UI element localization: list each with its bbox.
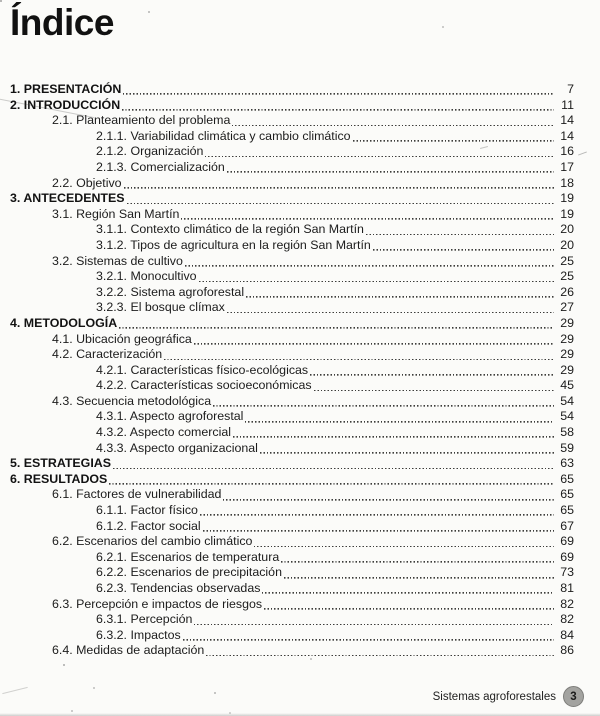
toc-entry[interactable] — [10, 269, 574, 285]
leader-dots-icon — [123, 93, 554, 95]
toc-entry-page: 82 — [560, 612, 574, 627]
toc-entry[interactable] — [10, 472, 574, 488]
leader-dots-icon — [233, 436, 554, 438]
toc-entry-label: 4.2.1. Características físico-ecológicas — [96, 362, 309, 377]
toc-entry[interactable] — [10, 332, 574, 348]
toc-entry-label: 3.2. Sistemas de cultivo — [52, 253, 183, 268]
leader-dots-icon — [260, 452, 554, 454]
toc-entry[interactable] — [10, 597, 574, 613]
leader-dots-icon — [310, 374, 554, 376]
toc-entry-page: 20 — [560, 237, 574, 252]
toc-entry-label: 6.3.2. Impactos — [96, 627, 181, 642]
leader-dots-icon — [227, 171, 554, 173]
toc-entry-label: 6.2.1. Escenarios de temperatura — [96, 549, 280, 564]
leader-dots-icon — [227, 311, 554, 313]
leader-dots-icon — [200, 514, 554, 516]
toc-entry-label: 5. ESTRATEGIAS — [10, 456, 111, 471]
toc-entry-page: 58 — [560, 425, 574, 440]
toc-entry[interactable] — [10, 285, 574, 301]
toc-entry[interactable] — [10, 129, 574, 145]
toc-entry[interactable] — [10, 456, 574, 472]
toc-entry-label: 4.3.2. Aspecto comercial — [96, 425, 231, 440]
leader-dots-icon — [373, 249, 554, 251]
toc-entry-page: 54 — [560, 409, 574, 424]
leader-dots-icon — [113, 467, 554, 469]
leader-dots-icon — [122, 109, 554, 111]
leader-dots-icon — [284, 577, 554, 579]
toc-entry-label: 6.2. Escenarios del cambio climático — [52, 534, 253, 549]
toc-entry[interactable] — [10, 519, 574, 535]
leader-dots-icon — [232, 124, 554, 126]
toc-entry[interactable] — [10, 238, 574, 254]
toc-entry-page: 73 — [560, 565, 574, 580]
toc-entry-page: 29 — [560, 347, 574, 362]
toc-entry-label: 6. RESULTADOS — [10, 471, 108, 486]
leader-dots-icon — [183, 639, 554, 641]
toc-entry[interactable] — [10, 113, 574, 129]
toc-entry-page: 7 — [567, 82, 574, 96]
toc-entry[interactable] — [10, 144, 574, 160]
toc-entry-page: 19 — [560, 191, 574, 206]
toc-entry-label: 3.1. Región San Martín — [52, 206, 180, 221]
leader-dots-icon — [223, 499, 554, 501]
toc-entry-label: 4.2. Caracterización — [52, 347, 163, 362]
leader-dots-icon — [127, 202, 554, 204]
toc-entry-page: 16 — [560, 144, 574, 159]
toc-entry-label: 3.1.2. Tipos de agricultura en la región San Martín — [96, 237, 371, 252]
leader-dots-icon — [366, 233, 554, 235]
leader-dots-icon — [194, 623, 554, 625]
toc-entry-page: 25 — [560, 253, 574, 268]
toc-entry-label: 6.2.2. Escenarios de precipitación — [96, 565, 282, 580]
leader-dots-icon — [246, 296, 554, 298]
toc-entry-page: 17 — [560, 159, 574, 174]
toc-entry[interactable] — [10, 254, 574, 270]
toc-entry-page: 26 — [560, 284, 574, 299]
toc-entry-page: 14 — [560, 113, 574, 128]
toc-entry[interactable] — [10, 347, 574, 363]
toc-entry-page: 86 — [560, 643, 574, 658]
toc-entry-label: 2. INTRODUCCIÓN — [10, 97, 121, 112]
leader-dots-icon — [314, 389, 554, 391]
toc-entry[interactable] — [10, 534, 574, 550]
leader-dots-icon — [245, 421, 554, 423]
toc-entry[interactable] — [10, 612, 574, 628]
toc-entry-page: 14 — [560, 128, 574, 143]
toc-entry-label: 3.2.1. Monocultivo — [96, 269, 197, 284]
toc-entry-page: 19 — [560, 206, 574, 221]
toc-entry-page: 27 — [560, 300, 574, 315]
toc-entry[interactable] — [10, 503, 574, 519]
toc-entry[interactable] — [10, 643, 574, 659]
toc-entry-page: 25 — [560, 269, 574, 284]
toc-entry[interactable] — [10, 207, 574, 223]
toc-entry[interactable] — [10, 316, 574, 332]
leader-dots-icon — [206, 654, 554, 656]
toc-entry[interactable] — [10, 160, 574, 176]
toc-entry-page: 20 — [560, 222, 574, 237]
toc-entry-page: 84 — [560, 627, 574, 642]
toc-entry-page: 59 — [560, 440, 574, 455]
scan-artifact — [2, 687, 27, 694]
toc-entry-label: 3.2.3. El bosque clímax — [96, 300, 225, 315]
page-title: Índice — [10, 2, 114, 43]
toc-entry[interactable] — [10, 176, 574, 192]
toc-entry[interactable] — [10, 191, 574, 207]
scan-artifact — [578, 151, 587, 155]
toc-entry[interactable] — [10, 441, 574, 457]
toc-entry-page: 69 — [560, 534, 574, 549]
toc-entry[interactable] — [10, 82, 574, 98]
scan-artifact — [0, 0, 2, 2]
toc-entry-page: 29 — [560, 362, 574, 377]
leader-dots-icon — [281, 561, 554, 563]
toc-entry-label: 4.2.2. Características socioeconómicas — [96, 378, 312, 393]
toc-entry[interactable] — [10, 550, 574, 566]
toc-entry-page: 45 — [560, 378, 574, 393]
toc-entry[interactable] — [10, 98, 574, 114]
toc-entry[interactable] — [10, 581, 574, 597]
toc-entry[interactable] — [10, 378, 574, 394]
toc-entry[interactable] — [10, 300, 574, 316]
leader-dots-icon — [205, 155, 554, 157]
toc-list — [10, 82, 574, 659]
toc-entry-page: 67 — [560, 518, 574, 533]
toc-entry-page: 11 — [561, 97, 574, 112]
leader-dots-icon — [262, 592, 554, 594]
toc-entry-label: 3. ANTECEDENTES — [10, 191, 125, 206]
toc-entry-label: 6.1.1. Factor físico — [96, 503, 198, 518]
toc-entry[interactable] — [10, 628, 574, 644]
leader-dots-icon — [181, 218, 554, 220]
toc-entry-page: 18 — [560, 175, 574, 190]
toc-entry[interactable] — [10, 363, 574, 379]
toc-entry-label: 3.2.2. Sistema agroforestal — [96, 284, 245, 299]
leader-dots-icon — [124, 187, 554, 189]
leader-dots-icon — [353, 140, 554, 142]
toc-entry-page: 69 — [560, 549, 574, 564]
toc-entry-label: 1. PRESENTACIÓN — [10, 82, 122, 96]
toc-entry-page: 82 — [560, 596, 574, 611]
page-footer — [433, 686, 584, 707]
footer-running-title: Sistemas agroforestales — [432, 690, 556, 703]
leader-dots-icon — [254, 545, 554, 547]
toc-entry-page: 29 — [560, 331, 574, 346]
toc-entry-label: 6.3.1. Percepción — [96, 612, 193, 627]
leader-dots-icon — [119, 327, 554, 329]
leader-dots-icon — [109, 483, 554, 485]
toc-entry[interactable] — [10, 394, 574, 410]
toc-entry-label: 6.2.3. Tendencias observadas — [96, 581, 261, 595]
toc-entry-label: 6.4. Medidas de adaptación — [52, 643, 205, 658]
toc-entry-page: 65 — [560, 471, 574, 486]
toc-entry[interactable] — [10, 222, 574, 238]
toc-entry-label: 2.1.3. Comercialización — [96, 159, 225, 174]
toc-entry-label: 2.1.1. Variabilidad climática y cambio climático — [96, 128, 351, 143]
toc-entry-page: 65 — [560, 487, 574, 502]
toc-entry-label: 4.3.3. Aspecto organizacional — [96, 440, 258, 455]
leader-dots-icon — [203, 530, 554, 532]
toc-entry[interactable] — [10, 425, 574, 441]
toc-entry-page: 81 — [560, 581, 574, 595]
toc-entry-label: 3.1.1. Contexto climático de la región San Martín — [96, 222, 364, 237]
toc-entry-label: 6.1. Factores de vulnerabilidad — [52, 487, 222, 502]
toc-entry-page: 63 — [560, 456, 574, 471]
toc-entry-label: 6.3. Percepción e impactos de riesgos — [52, 596, 263, 611]
toc-entry-label: 2.2. Objetivo — [52, 175, 122, 190]
toc-entry-label: 6.1.2. Factor social — [96, 518, 201, 533]
toc-entry-page: 54 — [560, 393, 574, 408]
toc-entry[interactable] — [10, 565, 574, 581]
toc-entry-page: 29 — [560, 315, 574, 330]
toc-entry-page: 65 — [560, 503, 574, 518]
toc-entry-label: 4.3.1. Aspecto agroforestal — [96, 409, 244, 424]
leader-dots-icon — [213, 405, 554, 407]
toc-entry-label: 4.3. Secuencia metodológica — [52, 393, 212, 408]
toc-entry-label: 4.1. Ubicación geográfica — [52, 331, 192, 346]
toc-entry[interactable] — [10, 409, 574, 425]
leader-dots-icon — [185, 265, 554, 267]
leader-dots-icon — [194, 343, 554, 345]
toc-entry-label: 2.1.2. Organización — [96, 144, 204, 159]
toc-entry[interactable] — [10, 487, 574, 503]
leader-dots-icon — [264, 608, 554, 610]
leader-dots-icon — [164, 358, 554, 360]
page-number-badge: 3 — [563, 686, 584, 707]
toc-entry-label: 2.1. Planteamiento del problema — [52, 113, 231, 128]
leader-dots-icon — [199, 280, 554, 282]
toc-entry-label: 4. METODOLOGÍA — [10, 315, 118, 330]
